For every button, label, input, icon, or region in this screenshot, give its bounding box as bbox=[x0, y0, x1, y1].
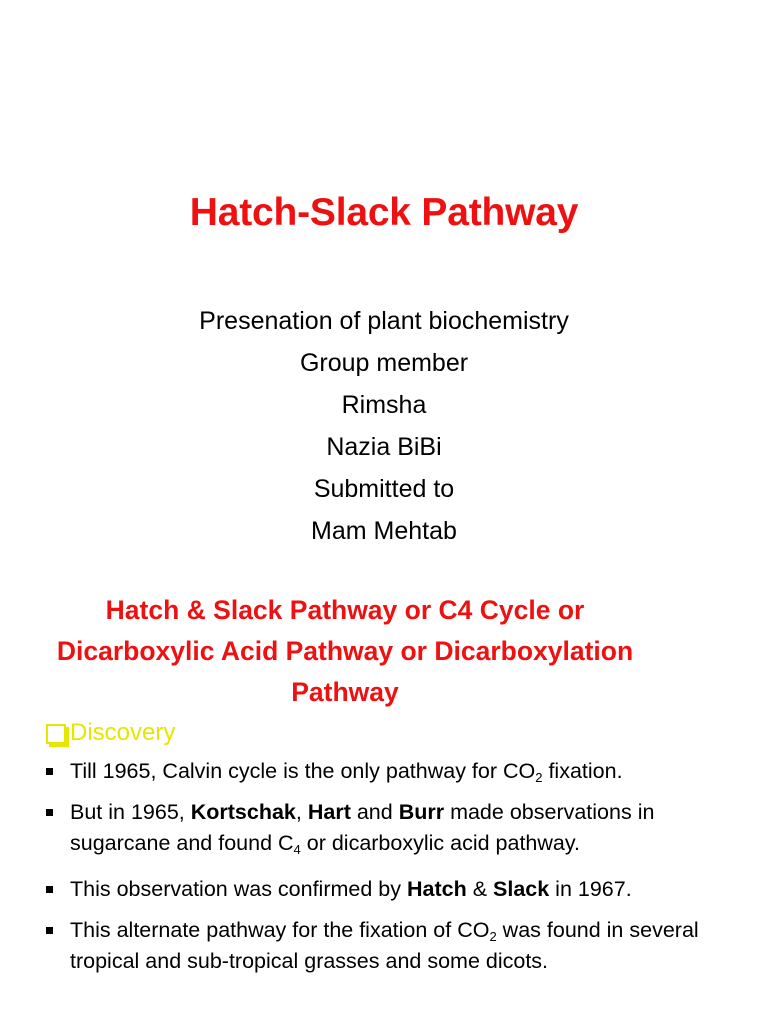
submitted-to-label: Submitted to bbox=[313, 475, 455, 503]
presentation-subject: Presenation of plant biochemistry bbox=[199, 307, 569, 335]
section-heading-line-1: Hatch & Slack Pathway or C4 Cycle or bbox=[105, 595, 585, 625]
section-heading-line-3: Pathway bbox=[291, 677, 399, 707]
square-bullet-icon bbox=[46, 768, 53, 775]
bullet-4-text-end: was found in several tropical and sub-tropical grasses and some dicots. bbox=[70, 918, 699, 973]
group-member-label: Group member bbox=[299, 349, 469, 377]
bullet-3-text-c: in 1967. bbox=[549, 877, 632, 901]
bullet-3-text-b: & bbox=[466, 877, 494, 901]
checkbox-bullet-icon bbox=[46, 724, 66, 744]
square-bullet-icon bbox=[46, 927, 53, 934]
bullet-1-text: Till 1965, Calvin cycle is the only pathway for CO bbox=[70, 759, 536, 783]
scientist-name: Hatch bbox=[406, 877, 467, 901]
discovery-bullet-list bbox=[46, 756, 746, 992]
bullet-2-text-d: made observations in sugarcane and found C bbox=[70, 800, 655, 855]
bullet-2-text-a: But in 1965, bbox=[70, 800, 191, 824]
bullet-item-4 bbox=[46, 915, 746, 977]
bullet-item-2 bbox=[46, 797, 746, 859]
slide-title: Hatch-Slack Pathway bbox=[189, 191, 579, 234]
subscript: 2 bbox=[535, 770, 543, 785]
scientist-name: Hart bbox=[307, 800, 351, 824]
section-heading-line-2: Dicarboxylic Acid Pathway or Dicarboxylation bbox=[56, 636, 634, 666]
bullet-2-text-b: , bbox=[295, 800, 308, 824]
subscript: 2 bbox=[489, 929, 497, 944]
member-name-1: Rimsha bbox=[341, 391, 427, 419]
bullet-1-text-end: fixation. bbox=[542, 759, 623, 783]
bullet-item-3 bbox=[46, 874, 746, 905]
square-bullet-icon bbox=[46, 809, 53, 816]
submitted-to-name: Mam Mehtab bbox=[311, 517, 457, 545]
bullet-4-text: This alternate pathway for the fixation of CO bbox=[70, 918, 490, 942]
square-bullet-icon bbox=[46, 886, 53, 893]
presentation-info bbox=[0, 300, 768, 552]
discovery-label bbox=[46, 716, 175, 750]
scientist-name: Slack bbox=[493, 877, 550, 901]
bullet-item-1 bbox=[46, 756, 746, 787]
bullet-2-text-e: or dicarboxylic acid pathway. bbox=[300, 831, 580, 855]
bullet-3-text-a: This observation was confirmed by bbox=[70, 877, 407, 901]
bullet-2-text-c: and bbox=[350, 800, 399, 824]
scientist-name: Kortschak bbox=[190, 800, 296, 824]
subscript: 4 bbox=[293, 842, 301, 857]
discovery-text: Discovery bbox=[70, 719, 176, 746]
section-heading bbox=[0, 590, 690, 713]
member-name-2: Nazia BiBi bbox=[326, 433, 442, 461]
scientist-name: Burr bbox=[398, 800, 445, 824]
